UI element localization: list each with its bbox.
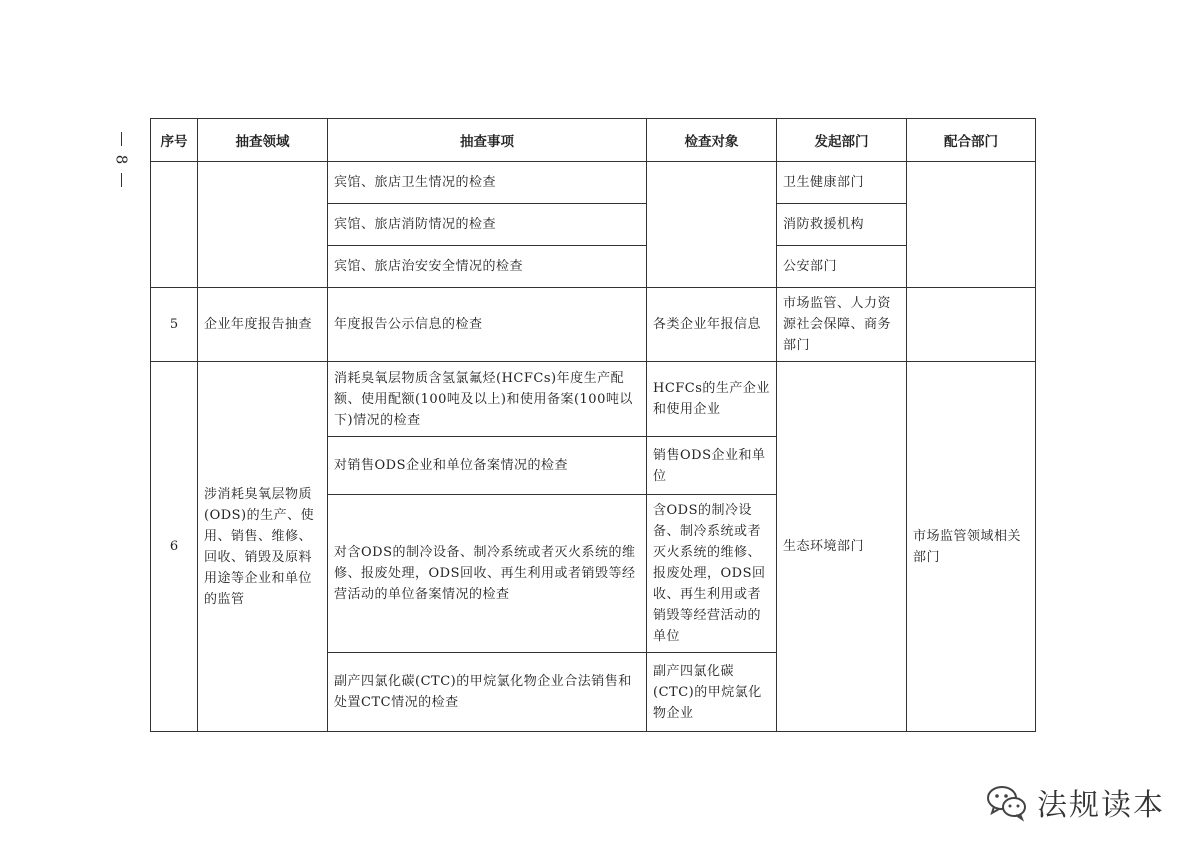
cell-target: 各类企业年报信息 (647, 288, 777, 362)
header-matter: 抽查事项 (328, 119, 647, 162)
table-header-row (151, 119, 1036, 162)
page-number-dash-bottom (121, 173, 122, 187)
wechat-logo-icon (985, 782, 1029, 822)
cell-coop-empty (907, 162, 1036, 288)
cell-target: 销售ODS企业和单位 (647, 437, 777, 495)
cell-field-empty (198, 162, 328, 288)
watermark (985, 780, 1165, 824)
header-field: 抽查领域 (198, 119, 328, 162)
page-number-dash-top (121, 132, 122, 146)
cell-index-empty (151, 162, 198, 288)
cell-coop-empty (907, 288, 1036, 362)
cell-dept: 生态环境部门 (777, 362, 907, 732)
cell-matter: 宾馆、旅店治安安全情况的检查 (328, 246, 647, 288)
cell-coop: 市场监管领域相关部门 (907, 362, 1036, 732)
cell-index: 6 (151, 362, 198, 732)
cell-matter: 对含ODS的制冷设备、制冷系统或者灭火系统的维修、报废处理，ODS回收、再生利用或者销毁等经营活动的单位备案情况的检查 (328, 495, 647, 653)
header-index: 序号 (151, 119, 198, 162)
header-target: 检查对象 (647, 119, 777, 162)
table-row (151, 288, 1036, 362)
cell-dept: 公安部门 (777, 246, 907, 288)
cell-target: HCFCs的生产企业和使用企业 (647, 362, 777, 437)
cell-target: 副产四氯化碳(CTC)的甲烷氯化物企业 (647, 653, 777, 732)
cell-field: 企业年度报告抽查 (198, 288, 328, 362)
cell-dept: 市场监管、人力资源社会保障、商务部门 (777, 288, 907, 362)
watermark-text: 法规读本 (1037, 788, 1165, 823)
cell-matter: 消耗臭氧层物质含氢氯氟烃(HCFCs)年度生产配额、使用配额(100吨及以上)和使用备案(100吨以下)情况的检查 (328, 362, 647, 437)
cell-dept: 消防救援机构 (777, 204, 907, 246)
cell-index: 5 (151, 288, 198, 362)
table-row (151, 162, 1036, 204)
cell-matter: 副产四氯化碳(CTC)的甲烷氯化物企业合法销售和处置CTC情况的检查 (328, 653, 647, 732)
cell-matter: 宾馆、旅店卫生情况的检查 (328, 162, 647, 204)
page-number-value: 8 (112, 154, 131, 165)
cell-target-empty (647, 162, 777, 288)
cell-matter: 对销售ODS企业和单位备案情况的检查 (328, 437, 647, 495)
cell-field: 涉消耗臭氧层物质(ODS)的生产、使用、销售、维修、回收、销毁及原料用途等企业和单位的监管 (198, 362, 328, 732)
header-dept: 发起部门 (777, 119, 907, 162)
page-number (110, 132, 132, 187)
inspection-table (150, 118, 1036, 732)
cell-matter: 年度报告公示信息的检查 (328, 288, 647, 362)
cell-dept: 卫生健康部门 (777, 162, 907, 204)
cell-matter: 宾馆、旅店消防情况的检查 (328, 204, 647, 246)
table-row (151, 362, 1036, 437)
cell-target: 含ODS的制冷设备、制冷系统或者灭火系统的维修、报废处理，ODS回收、再生利用或者销毁等经营活动的单位 (647, 495, 777, 653)
header-coop: 配合部门 (907, 119, 1036, 162)
